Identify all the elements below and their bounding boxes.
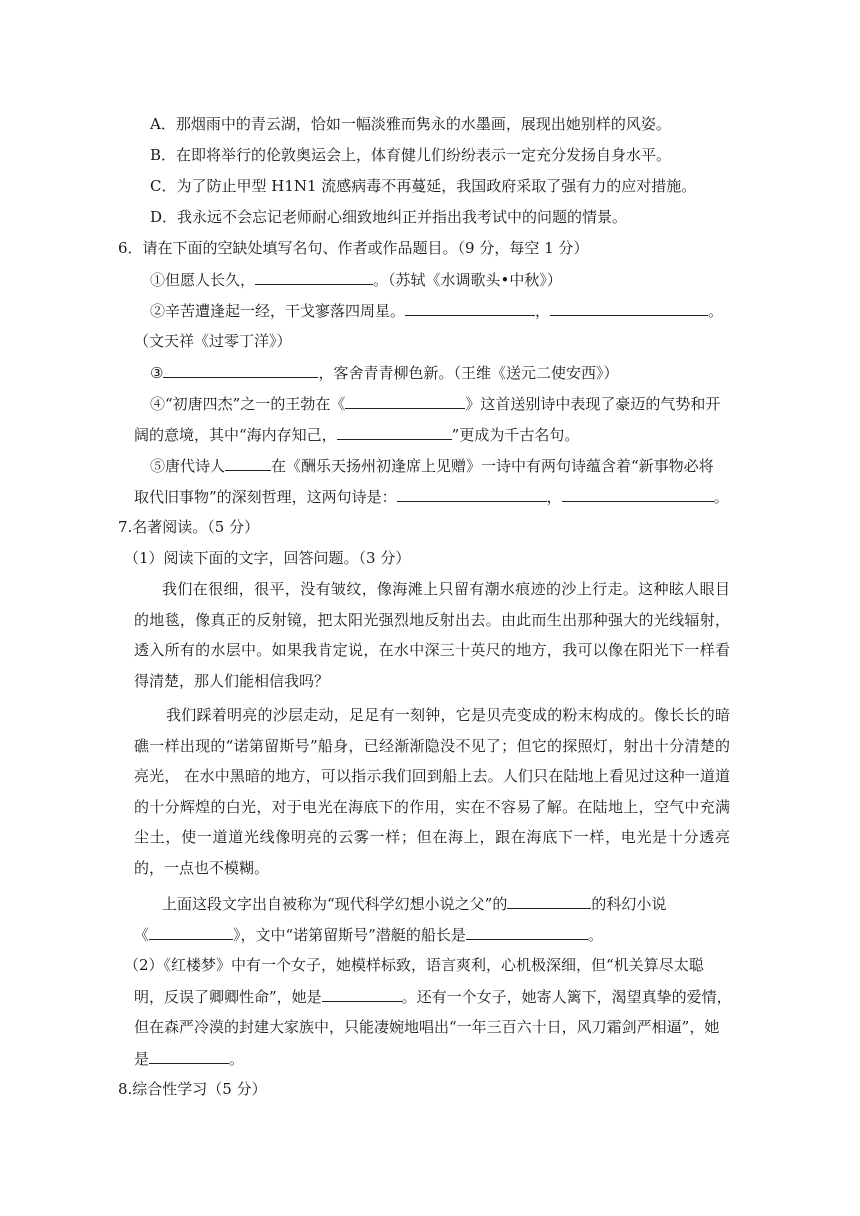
q7-subquestion-2-line-3: 但在森严冷漠的封建大家族中，只能凄婉地唱出“一年三百六十日，风刀霜剑严相逼”，她	[134, 1018, 720, 1036]
q7-subquestion-1: （1）阅读下面的文字，回答问题。（3 分）	[124, 549, 411, 567]
q6-item-5-text-c: 取代旧事物”的深刻哲理，这两句诗是：	[134, 488, 397, 506]
q6-item-4-cont	[134, 424, 579, 445]
q6-item-3	[150, 362, 618, 383]
q7-q1-line-2	[134, 924, 603, 945]
q6-item-1-text-b: 。（苏轼《水调歌头•中秋》）	[373, 271, 562, 289]
q6-item-2-text-c: 。	[708, 302, 724, 320]
q6-item-4-text-d: ”更成为千古名句。	[451, 426, 580, 444]
q7-blank-captain[interactable]	[466, 924, 588, 940]
q6-item-2-text-a: ②辛苦遭逢起一经，干戈寥落四周星。	[150, 302, 406, 320]
q7-blank-character-1[interactable]	[322, 986, 402, 1002]
q7-q1-text-c: 《	[134, 926, 150, 944]
q6-item-5-text-e: 。	[713, 488, 729, 506]
q6-item-3-text-a: ③	[150, 364, 164, 382]
q7-title: 7.名著阅读。（5 分）	[118, 518, 260, 536]
q6-blank-3[interactable]	[550, 300, 708, 316]
q6-blank-1[interactable]	[255, 269, 373, 285]
q5-option-d: D．我永远不会忘记老师耐心细致地纠正并指出我考试中的问题的情景。	[150, 208, 628, 226]
q7-q1-text-e: 。	[587, 926, 603, 944]
q6-item-4-text-b: 》这首送别诗中表现了豪迈的气势和开	[465, 395, 721, 413]
q7-sub2-text-b: 明，反误了卿卿性命”，她是	[134, 988, 322, 1006]
q6-item-4-text-c: 阔的意境，其中“海内存知己，	[134, 426, 337, 444]
q8-title: 8.综合性学习（5 分）	[118, 1080, 267, 1098]
q5-option-b: B．在即将举行的伦敦奥运会上，体育健儿们纷纷表示一定充分发扬自身水平。	[150, 146, 672, 164]
q6-item-4-text-a: ④“初唐四杰”之一的王勃在《	[150, 395, 346, 413]
q6-item-5-text-b: 在《酬乐天扬州初逢席上见赠》一诗中有两句诗蕴含着“新事物必将	[271, 457, 714, 475]
q6-item-1-text-a: ①但愿人长久，	[150, 271, 256, 289]
q7-subquestion-2-line-1: （2）《红楼梦》中有一个女子，她模样标致，语言爽利，心机极深细，但“机关算尽太聪	[124, 956, 704, 974]
q7-q1-text-d: 》，文中“诺第留斯号”潜艇的船长是	[233, 926, 466, 944]
q7-blank-novel[interactable]	[149, 924, 233, 940]
q6-blank-5[interactable]	[345, 393, 465, 409]
q6-blank-7[interactable]	[225, 455, 271, 471]
q6-title: 6．请在下面的空缺处填写名句、作者或作品题目。（9 分，每空 1 分）	[118, 239, 589, 257]
q6-item-1	[150, 269, 562, 290]
q6-item-2	[150, 300, 723, 321]
q6-item-5	[150, 455, 714, 476]
q6-item-5-text-d: ，	[546, 488, 562, 506]
q7-subquestion-2-line-2	[134, 986, 732, 1007]
q7-q1-text-a: 上面这段文字出自被称为“现代科学幻想小说之父”的	[162, 895, 508, 913]
q6-item-5-text-a: ⑤唐代诗人	[150, 457, 226, 475]
q5-option-a: A．那烟雨中的青云湖，恰如一幅淡雅而隽永的水墨画，展现出她别样的风姿。	[150, 115, 671, 133]
q6-item-3-text-b: ，客舍青青柳色新。（王维《送元二使安西》）	[318, 364, 619, 382]
q6-blank-2[interactable]	[405, 300, 535, 316]
q5-option-c: C．为了防止甲型 H1N1 流感病毒不再蔓延，我国政府采取了强有力的应对措施。	[150, 177, 697, 195]
q7-passage-paragraph-2: 我们踩着明亮的沙层走动，足足有一刻钟，它是贝壳变成的粉末构成的。像长长的暗礁一样出现的“诺第留斯号”船身，已经渐渐隐没不见了；但它的探照灯，射出十分清楚的亮光， 在水中黑暗的地方，可以指示我们回到船上去。人们只在陆地上看见过这种一道道的十分辉煌的白光，对于电光在海底下的作用，实在不容易了解。在陆地上，空气中充满尘土，使一道道光线像明亮的云雾一样；但在海上，跟在海底下一样，电光是十分透亮的，一点也不模糊。	[134, 706, 730, 877]
q6-item-5-cont	[134, 486, 729, 507]
q7-sub2-text-e: 是	[134, 1050, 150, 1068]
q7-subquestion-2-line-4	[134, 1048, 244, 1069]
q6-item-2-text-b: ，	[535, 302, 551, 320]
q7-q1-line-1	[162, 893, 666, 914]
q7-q1-text-b: 的科幻小说	[591, 895, 667, 913]
q7-sub2-text-f: 。	[229, 1050, 245, 1068]
q6-blank-8[interactable]	[397, 486, 547, 502]
q7-passage-paragraph-1: 我们在很细，很平，没有皱纹，像海滩上只留有潮水痕迹的沙上行走。这种眩人眼目的地毯，像真正的反射镜，把太阳光强烈地反射出去。由此而生出那种强大的光线辐射，透入所有的水层中。如果我肯定说，在水中深三十英尺的地方，我可以像在阳光下一样看得清楚，那人们能相信我吗？	[134, 580, 730, 690]
q7-blank-character-2[interactable]	[149, 1048, 229, 1064]
q7-blank-author[interactable]	[507, 893, 591, 909]
q6-blank-6[interactable]	[337, 424, 452, 440]
q6-item-4	[150, 393, 720, 414]
q6-blank-4[interactable]	[163, 362, 318, 378]
q7-sub2-text-c: 。还有一个女子，她寄人篱下，渴望真挚的爱情，	[401, 988, 732, 1006]
q6-item-2-source: （文天祥《过零丁洋》）	[134, 332, 292, 350]
q6-blank-9[interactable]	[562, 486, 714, 502]
